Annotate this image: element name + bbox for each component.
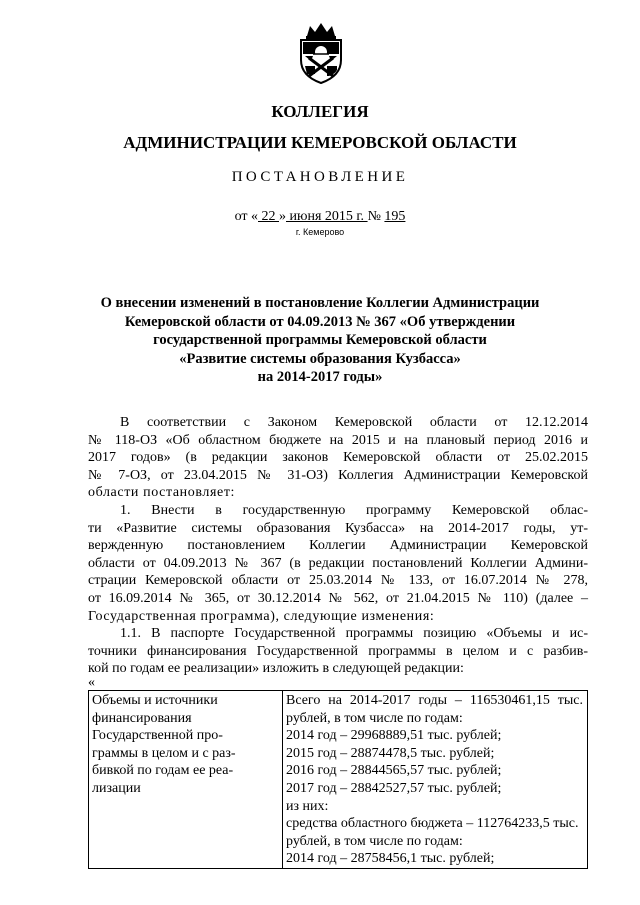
title-line: на 2014-2017 годы» — [257, 369, 383, 385]
number-sign: № — [367, 209, 385, 224]
cell-line: бивкой по годам ее реа- — [92, 763, 234, 779]
body-line: В соответствии с Законом Кемеровской области от 12.12.2014 — [120, 415, 588, 430]
opening-quote-mark: « — [88, 675, 95, 690]
table-cell-funding — [283, 691, 588, 869]
body-line: вержденную постановлением Коллегии Администрации Кемеровской — [88, 538, 588, 554]
cell-line: рублей, в том числе по годам: — [286, 833, 463, 849]
city-name: г. Кемерово — [295, 227, 345, 237]
decree-title — [95, 294, 545, 387]
cell-line: 2015 год – 28874478,5 тыс. рублей; — [286, 745, 495, 761]
cell-line: средства областного бюджета – 112764233,5 тыс. — [286, 816, 579, 832]
table-cell-position — [89, 691, 283, 869]
cell-line: Государственной про- — [92, 728, 223, 744]
cell-line: из них: — [286, 798, 329, 814]
cell-line: Объемы и источники — [92, 693, 218, 708]
body-line: области от 04.09.2013 № 367 (в редакции постановлений Коллегии Админи- — [88, 555, 588, 571]
cell-line: 2014 год – 28758456,1 тыс. рублей; — [286, 851, 495, 867]
body-line: от 16.09.2014 № 365, от 30.12.2014 № 562, от 21.04.2015 № 110) (далее – — [88, 590, 588, 606]
cell-line: 2016 год – 28844565,57 тыс. рублей; — [286, 763, 502, 779]
body-line: 1. Внести в государственную программу Кемеровской облас- — [120, 502, 588, 518]
date-month-year: июня 2015 г. — [286, 209, 368, 224]
date-prefix: от « — [234, 209, 259, 224]
date-mid: » — [279, 209, 287, 224]
decree-body — [88, 414, 588, 678]
body-line: Государственная программа), следующие изменения: — [88, 608, 435, 624]
body-line: № 118-ОЗ «Об областном бюджете на 2015 и на плановый период 2016 и — [88, 432, 588, 448]
table-row — [89, 691, 588, 869]
body-line: точники финансирования Государственной программы в целом и с разбив- — [88, 643, 588, 659]
body-line: № 7-ОЗ, от 23.04.2015 № 31-ОЗ) Коллегия Администрации Кемеровской — [88, 467, 588, 483]
cell-line: лизации — [92, 780, 141, 796]
body-line: 2017 годов» (в редакции законов Кемеровской области от 25.02.2015 — [88, 450, 588, 466]
decree-number: 195 — [384, 209, 406, 224]
body-line: области постановляет: — [88, 485, 236, 501]
organization-name-line2: АДМИНИСТРАЦИИ КЕМЕРОВСКОЙ ОБЛАСТИ — [123, 133, 517, 152]
cell-line: Всего на 2014-2017 годы – 116530461,15 тыс. — [286, 693, 583, 708]
body-line: ти «Развитие системы образования Кузбасса» на 2014-2017 годы, ут- — [88, 520, 588, 536]
decree-date-line — [0, 209, 640, 225]
body-line: кой по годам ее реализации» изложить в следующей редакции: — [88, 661, 464, 677]
document-type: ПОСТАНОВЛЕНИЕ — [231, 169, 409, 185]
cell-line: финансирования — [92, 710, 192, 726]
cell-line: 2014 год – 29968889,51 тыс. рублей; — [286, 728, 502, 744]
organization-name-line1: КОЛЛЕГИЯ — [271, 102, 369, 121]
coat-of-arms-icon — [293, 20, 349, 86]
body-line: страции Кемеровской области от 25.03.2014 № 133, от 16.07.2014 № 278, — [88, 573, 588, 589]
program-passport-table — [88, 690, 588, 869]
cell-line: 2017 год – 28842527,57 тыс. рублей; — [286, 780, 502, 796]
cell-line: граммы в целом и с раз- — [92, 745, 236, 761]
date-day: 22 — [258, 209, 280, 224]
title-line: О внесении изменений в постановление Коллегии Администрации — [100, 295, 540, 311]
title-line: Кемеровской области от 04.09.2013 № 367 «Об утверждении — [124, 313, 516, 330]
title-line: «Развитие системы образования Кузбасса» — [179, 350, 461, 367]
title-line: государственной программы Кемеровской области — [153, 332, 487, 348]
cell-line: рублей, в том числе по годам: — [286, 710, 463, 726]
body-line: 1.1. В паспорте Государственной программы позицию «Объемы и ис- — [120, 626, 588, 642]
